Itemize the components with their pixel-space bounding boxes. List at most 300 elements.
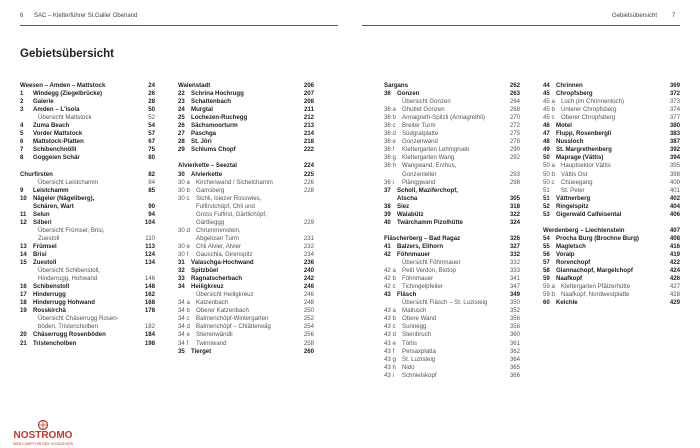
- toc-area-entry: [384, 195, 520, 203]
- toc-entry-title: Silberi: [33, 218, 52, 226]
- toc-entry-title: St. Jöri: [191, 138, 212, 146]
- toc-area-entry: [543, 82, 680, 90]
- toc-area-entry: [20, 138, 155, 146]
- toc-entry-title: Ragnatscherbach: [191, 275, 243, 283]
- toc-entry-title: Gärtlieggg: [196, 218, 225, 226]
- toc-entry-title: Walabütz: [397, 210, 424, 218]
- toc-page-number: 298: [509, 178, 520, 186]
- toc-sub-entry: [178, 315, 314, 323]
- toc-page-number: 387: [669, 138, 680, 146]
- toc-entry-title: Übersicht Fläsch – St. Luzisteig: [402, 299, 488, 307]
- toc-entry-title: Hinderrugg, Hohwand: [38, 275, 98, 283]
- toc-page-number: 218: [303, 138, 314, 146]
- toc-entry-title: St. Margrethenberg: [556, 146, 612, 154]
- toc-entry-title: Südgratplatte: [402, 130, 439, 138]
- toc-sub-entry: [543, 291, 680, 299]
- toc-entry-number: 42 a: [384, 267, 396, 275]
- toc-entry-title: Nägeler (Nägeliberg),: [33, 194, 95, 202]
- toc-area-entry: [384, 187, 520, 195]
- toc-sub-entry: [384, 299, 520, 307]
- logo-emblem-icon: [39, 421, 48, 430]
- toc-entry-title: Chrummenstein,: [196, 226, 241, 234]
- toc-area-entry: [543, 122, 680, 130]
- toc-area-entry: [20, 187, 155, 195]
- toc-page-number: 332: [509, 259, 520, 267]
- toc-entry-number: 50: [543, 154, 550, 162]
- toc-area-entry: [20, 98, 155, 106]
- toc-entry-title: Stierenwändli: [196, 331, 233, 339]
- toc-area-entry: [384, 203, 520, 211]
- toc-entry-number: 36 d: [384, 130, 396, 138]
- toc-page-number: 419: [669, 250, 680, 258]
- toc-page-number: 322: [509, 210, 520, 218]
- toc-sub-entry: [178, 340, 314, 348]
- toc-page-number: 408: [669, 234, 680, 242]
- toc-page-number: 248: [303, 299, 314, 307]
- toc-page-number: 212: [303, 114, 314, 122]
- toc-sub-entry: [384, 122, 520, 130]
- toc-page-number: 292: [509, 154, 520, 162]
- toc-page-number: 366: [509, 371, 520, 379]
- toc-area-entry: [384, 90, 520, 98]
- toc-entry-number: 34 a: [178, 299, 190, 307]
- toc-entry-title: Murgtal: [191, 106, 214, 114]
- toc-entry-title: Schibenchnölli: [33, 146, 77, 154]
- toc-sub-entry: [178, 251, 314, 259]
- toc-sub-entry: [384, 283, 520, 291]
- toc-page-number: 228: [303, 186, 314, 194]
- toc-entry-title: Zuestoll: [38, 234, 60, 242]
- toc-area-entry: [20, 283, 155, 291]
- toc-entry-number: 49: [543, 146, 550, 154]
- right-running-title: Gebietsübersicht: [612, 13, 658, 19]
- toc-entry-title: Übersicht Gonzen: [402, 98, 451, 106]
- toc-entry-title: Gonzen: [397, 90, 420, 98]
- toc-entry-title: Tristencholben: [33, 339, 77, 347]
- toc-page-number: 236: [303, 259, 314, 267]
- toc-sub-entry: [384, 315, 520, 323]
- toc-entry-title: Naafkopf, Nordwestplatte: [561, 291, 630, 299]
- toc-area-entry: [543, 299, 680, 307]
- toc-page-number: 383: [669, 130, 680, 138]
- toc-entry-number: 34 f: [178, 339, 189, 347]
- toc-entry-title: Unterer Chropfsberg: [561, 106, 617, 114]
- toc-column-2: [178, 82, 314, 356]
- toc-entry-number: 36 f: [384, 146, 395, 154]
- toc-section-heading: [20, 171, 155, 179]
- toc-page-number: 263: [509, 90, 520, 98]
- toc-entry-number: 43 c: [384, 323, 396, 331]
- toc-area-entry: [178, 122, 314, 130]
- toc-area-entry: [20, 154, 155, 162]
- toc-page-number: 324: [509, 218, 520, 226]
- toc-entry-title: Rosskirchä: [33, 307, 66, 315]
- toc-entry-number: 50 c: [543, 178, 555, 186]
- toc-section-heading: [543, 227, 680, 235]
- toc-page-number: 333: [509, 267, 520, 275]
- toc-area-entry: [178, 259, 314, 267]
- toc-sub-entry: [384, 348, 520, 356]
- toc-area-entry: [178, 138, 314, 146]
- toc-area-entry: [178, 348, 314, 356]
- toc-entry-number: 43 f: [384, 347, 395, 355]
- toc-entry-title: Vättis Ost: [561, 170, 588, 178]
- toc-page-number: 332: [509, 250, 520, 258]
- toc-page-number: 290: [509, 146, 520, 154]
- toc-page-number: 211: [304, 106, 314, 114]
- toc-area-entry: [20, 243, 155, 251]
- toc-page-number: 365: [509, 363, 520, 371]
- toc-entry-number: 30 d: [178, 226, 190, 234]
- toc-sub-entry: [384, 98, 520, 106]
- toc-area-entry: [543, 130, 680, 138]
- toc-page-number: 246: [303, 283, 314, 291]
- toc-entry-title: Valaschga-Hochwand: [191, 259, 254, 267]
- toc-sub-entry: [543, 98, 680, 106]
- toc-sub-entry: [178, 291, 314, 299]
- toc-entry-title: Brisi: [33, 250, 47, 258]
- toc-page-number: 229: [303, 218, 314, 226]
- toc-column-4: [543, 82, 680, 307]
- toc-entry-title: Loch (im Chrinnenloch): [561, 98, 624, 106]
- toc-area-entry: [543, 154, 680, 162]
- toc-area-entry: [20, 219, 155, 227]
- toc-page-number: 350: [509, 299, 520, 307]
- toc-sub-entry: [178, 219, 314, 227]
- toc-entry-title: Rorenchopf: [556, 259, 591, 267]
- toc-column-1: [20, 82, 155, 348]
- toc-page-number: 224: [303, 162, 314, 170]
- toc-entry-number: 30: [178, 170, 185, 178]
- toc-sub-entry: [178, 331, 314, 339]
- toc-page-number: 234: [303, 250, 314, 258]
- toc-entry-number: 7: [20, 146, 24, 154]
- toc-entry-number: 21: [20, 339, 27, 347]
- toc-area-entry: [20, 259, 155, 267]
- toc-entry-number: 57: [543, 259, 550, 267]
- toc-entry-number: 60: [543, 299, 550, 307]
- toc-page-number: 341: [509, 275, 520, 283]
- toc-entry-title: Weesen – Amden – Mattstock: [20, 82, 106, 89]
- toc-page-number: 184: [144, 331, 155, 339]
- toc-sub-entry: [178, 211, 314, 219]
- toc-sub-entry: [384, 138, 520, 146]
- toc-page-number: 362: [509, 347, 520, 355]
- toc-page-number: 198: [144, 339, 155, 347]
- toc-sub-entry: [178, 187, 314, 195]
- toc-area-entry: [178, 283, 314, 291]
- toc-entry-title: Maprage (Vättis): [556, 154, 604, 162]
- toc-page-number: 426: [669, 275, 680, 283]
- toc-sub-entry: [384, 154, 520, 162]
- toc-section-heading: [178, 162, 314, 170]
- toc-area-entry: [178, 98, 314, 106]
- toc-entry-number: 43 a: [384, 307, 396, 315]
- toc-area-entry: [543, 138, 680, 146]
- toc-sub-entry: [543, 187, 680, 195]
- page-title: Gebietsübersicht: [20, 48, 114, 60]
- toc-entry-number: 11: [20, 210, 27, 218]
- toc-area-entry: [543, 275, 680, 283]
- toc-entry-title: Tichingelpfeiler: [402, 283, 443, 291]
- toc-page-number: 54: [148, 122, 155, 130]
- toc-entry-title: Goggeien Schär: [33, 154, 80, 162]
- toc-entry-title: Walenstadt: [178, 82, 211, 89]
- toc-page-number: 82: [148, 170, 155, 178]
- toc-page-number: 401: [669, 186, 680, 194]
- toc-entry-title: Heiligkreuz: [191, 283, 224, 291]
- toc-entry-number: 24: [178, 106, 185, 114]
- toc-sub-entry: [543, 114, 680, 122]
- toc-entry-number: 45 b: [543, 106, 555, 114]
- right-page-number: 7: [672, 13, 676, 19]
- toc-area-entry: [178, 90, 314, 98]
- toc-entry-title: Nido: [402, 363, 415, 371]
- toc-entry-number: 25: [178, 114, 185, 122]
- toc-sub-entry: [543, 179, 680, 187]
- toc-entry-number: 37: [384, 186, 391, 194]
- toc-area-entry: [178, 106, 314, 114]
- toc-page-number: 364: [509, 355, 520, 363]
- toc-page-number: 318: [509, 202, 520, 210]
- toc-page-number: 225: [303, 170, 314, 178]
- toc-page-number: 305: [509, 194, 520, 202]
- toc-entry-title: Galerie: [33, 98, 54, 106]
- toc-sub-entry: [384, 171, 520, 179]
- toc-entry-number: 58: [543, 267, 550, 275]
- toc-area-entry: [20, 307, 155, 315]
- toc-page-number: 327: [509, 242, 520, 250]
- toc-page-number: 26: [148, 90, 155, 98]
- toc-page-number: 429: [669, 299, 680, 307]
- logo-wordmark: NOSTROMO: [13, 430, 73, 441]
- toc-sub-entry: [384, 340, 520, 348]
- toc-page-number: 148: [144, 283, 155, 291]
- toc-entry-number: 34: [178, 283, 185, 291]
- toc-section-heading: [384, 82, 520, 90]
- toc-entry-title: Balzers, Ellhorn: [397, 242, 444, 250]
- toc-entry-title: Törlis: [402, 339, 417, 347]
- toc-entry-number: 23: [178, 98, 185, 106]
- toc-entry-title: Schattenbach: [191, 98, 231, 106]
- toc-entry-number: 17: [20, 291, 27, 299]
- toc-page-number: 349: [509, 291, 520, 299]
- toc-entry-number: 40: [384, 218, 391, 226]
- toc-entry-number: 46: [543, 122, 550, 130]
- toc-page-number: 356: [509, 315, 520, 323]
- toc-sub-entry: [178, 323, 314, 331]
- toc-page-number: 80: [148, 154, 155, 162]
- toc-page-number: 124: [144, 250, 155, 258]
- toc-sub-entry: [384, 364, 520, 372]
- toc-entry-title: böden, Tristencholben: [38, 323, 98, 331]
- toc-area-entry: [20, 251, 155, 259]
- toc-area-entry: [20, 291, 155, 299]
- toc-page-number: 246: [303, 291, 314, 299]
- toc-entry-title: Chli Alvier, Alvier: [196, 242, 242, 250]
- left-running-title: SAC – Kletterführer St.Galler Oberland: [34, 13, 138, 19]
- section-spacer: [543, 219, 680, 227]
- toc-area-entry: [178, 171, 314, 179]
- toc-entry-number: 34 d: [178, 323, 190, 331]
- toc-entry-number: 3: [20, 106, 24, 114]
- toc-page-number: 250: [303, 307, 314, 315]
- toc-area-entry: [543, 251, 680, 259]
- toc-entry-title: Petit Verdon, Biotop: [402, 267, 456, 275]
- toc-sub-entry: [178, 195, 314, 203]
- toc-entry-title: Churfirsten: [20, 170, 53, 178]
- toc-page-number: 361: [509, 339, 520, 347]
- toc-page-number: 52: [148, 114, 155, 122]
- toc-area-entry: [543, 203, 680, 211]
- toc-entry-title: Paschga: [191, 130, 217, 138]
- toc-entry-title: Hauptsektor Vättis: [561, 162, 611, 170]
- toc-entry-title: Alvierkette – Seeztal: [178, 162, 237, 170]
- toc-entry-title: Balmenchöpf – Chlätterwäg: [196, 323, 271, 331]
- toc-entry-number: 12: [20, 218, 27, 226]
- toc-entry-number: 8: [20, 154, 24, 162]
- toc-page-number: 134: [144, 259, 155, 267]
- toc-entry-title: Katzenbach: [196, 299, 229, 307]
- toc-entry-number: 34 b: [178, 307, 190, 315]
- toc-entry-title: Klettergarten Pfälzerhütte: [561, 283, 631, 291]
- toc-page-number: 208: [303, 98, 314, 106]
- toc-page-number: 178: [144, 307, 155, 315]
- toc-entry-number: 16: [20, 283, 27, 291]
- toc-entry-title: Matlusch: [402, 307, 427, 315]
- toc-entry-number: 30 c: [178, 194, 190, 202]
- toc-entry-number: 10: [20, 194, 27, 202]
- toc-entry-number: 36 i: [384, 178, 394, 186]
- toc-page-number: 424: [669, 267, 680, 275]
- toc-page-number: 352: [509, 307, 520, 315]
- toc-entry-title: Chropfsberg: [556, 90, 593, 98]
- toc-entry-title: Chrinnen: [556, 82, 583, 89]
- toc-entry-title: Sächsmoorturm: [191, 122, 238, 130]
- nostromo-logo: [0, 418, 86, 448]
- toc-page-number: 57: [148, 130, 155, 138]
- toc-sub-entry: [20, 179, 155, 187]
- toc-page-number: 146: [144, 275, 155, 283]
- toc-entry-title: Schären, Wart: [33, 202, 74, 210]
- toc-entry-title: Schibenstoll: [33, 283, 70, 291]
- toc-entry-number: 39: [384, 210, 391, 218]
- toc-entry-number: 41: [384, 242, 391, 250]
- toc-entry-title: Oberer Chropfsberg: [561, 114, 616, 122]
- toc-entry-number: 55: [543, 242, 550, 250]
- toc-page-number: 372: [669, 90, 680, 98]
- toc-page-number: 369: [669, 82, 680, 89]
- toc-entry-number: 52: [543, 202, 550, 210]
- toc-area-entry: [178, 146, 314, 154]
- toc-entry-title: Plänggwand: [402, 178, 436, 186]
- toc-page-number: 214: [303, 130, 314, 138]
- toc-entry-title: Motel: [556, 122, 572, 130]
- toc-area-entry: [178, 114, 314, 122]
- toc-entry-number: 44: [543, 82, 550, 89]
- toc-page-number: 270: [509, 114, 520, 122]
- toc-entry-title: Amden – L'isola: [33, 106, 80, 114]
- toc-page-number: 402: [669, 194, 680, 202]
- toc-area-entry: [384, 291, 520, 299]
- toc-entry-title: Siez: [397, 202, 410, 210]
- toc-page-number: 360: [509, 331, 520, 339]
- toc-sub-entry: [384, 179, 520, 187]
- toc-entry-number: 33: [178, 275, 185, 283]
- toc-entry-title: St. Luzisteig: [402, 355, 436, 363]
- toc-entry-number: 43 i: [384, 371, 394, 379]
- toc-sub-entry: [20, 275, 155, 283]
- toc-entry-number: 14: [20, 250, 27, 258]
- toc-entry-title: Frümsel: [33, 242, 57, 250]
- toc-sub-entry: [384, 331, 520, 339]
- toc-column-3: [384, 82, 520, 380]
- toc-sub-entry: [384, 114, 520, 122]
- toc-sub-entry: [20, 235, 155, 243]
- toc-page-number: 256: [303, 331, 314, 339]
- toc-entry-number: 59 b: [543, 291, 555, 299]
- toc-entry-title: Sargans: [384, 82, 409, 89]
- toc-entry-title: Balmenchöpf-Wintergarten: [196, 315, 269, 323]
- toc-entry-title: Naafkopf: [556, 275, 583, 283]
- toc-page-number: 260: [303, 347, 314, 355]
- toc-area-entry: [543, 267, 680, 275]
- toc-entry-number: 51: [543, 194, 550, 202]
- toc-entry-number: 45 a: [543, 98, 555, 106]
- toc-page-number: 242: [303, 275, 314, 283]
- toc-page-number: 293: [509, 170, 520, 178]
- toc-entry-number: 20: [20, 331, 27, 339]
- toc-entry-title: Sunnegg: [402, 323, 427, 331]
- toc-page-number: 207: [303, 90, 314, 98]
- toc-entry-title: Breiter Turm: [402, 122, 436, 130]
- logo-tagline: WEB COMPTOIR DES VOYAGEURS: [12, 442, 74, 446]
- toc-entry-title: Glannachopf, Margelchopf: [556, 267, 633, 275]
- toc-entry-title: Ringelspitz: [556, 202, 589, 210]
- toc-sub-entry: [384, 162, 520, 170]
- toc-entry-number: 50 b: [543, 170, 555, 178]
- toc-entry-title: Procha Burg (Brochne Burg): [556, 234, 639, 242]
- toc-entry-number: 36 a: [384, 106, 396, 114]
- toc-entry-title: Abgeloser Turm: [196, 234, 240, 242]
- toc-page-number: 264: [509, 98, 520, 106]
- toc-page-number: 428: [669, 291, 680, 299]
- toc-area-entry: [20, 195, 155, 203]
- toc-entry-number: 27: [178, 130, 185, 138]
- toc-entry-title: Selun: [33, 210, 50, 218]
- toc-page-number: 427: [669, 283, 680, 291]
- toc-entry-number: 15: [20, 259, 27, 267]
- toc-area-entry: [20, 211, 155, 219]
- toc-entry-number: 30 f: [178, 250, 189, 258]
- toc-entry-number: 2: [20, 98, 24, 106]
- toc-entry-number: 59: [543, 275, 550, 283]
- toc-entry-title: Übersicht Schibenstoll,: [38, 267, 100, 275]
- toc-entry-title: Tierget: [191, 347, 212, 355]
- toc-entry-title: Mattstock-Platten: [33, 138, 84, 146]
- toc-entry-title: Atscha: [397, 194, 418, 202]
- toc-entry-number: 36: [384, 90, 391, 98]
- toc-entry-title: Windegg (Ziegelbrücke): [33, 90, 103, 98]
- toc-page-number: 94: [148, 210, 155, 218]
- toc-area-entry: [384, 211, 520, 219]
- toc-sub-entry: [384, 307, 520, 315]
- toc-entry-number: 34 c: [178, 315, 190, 323]
- toc-page-number: 232: [303, 242, 314, 250]
- toc-entry-number: 5: [20, 130, 24, 138]
- toc-page-number: 326: [509, 234, 520, 242]
- toc-entry-number: 43 e: [384, 339, 396, 347]
